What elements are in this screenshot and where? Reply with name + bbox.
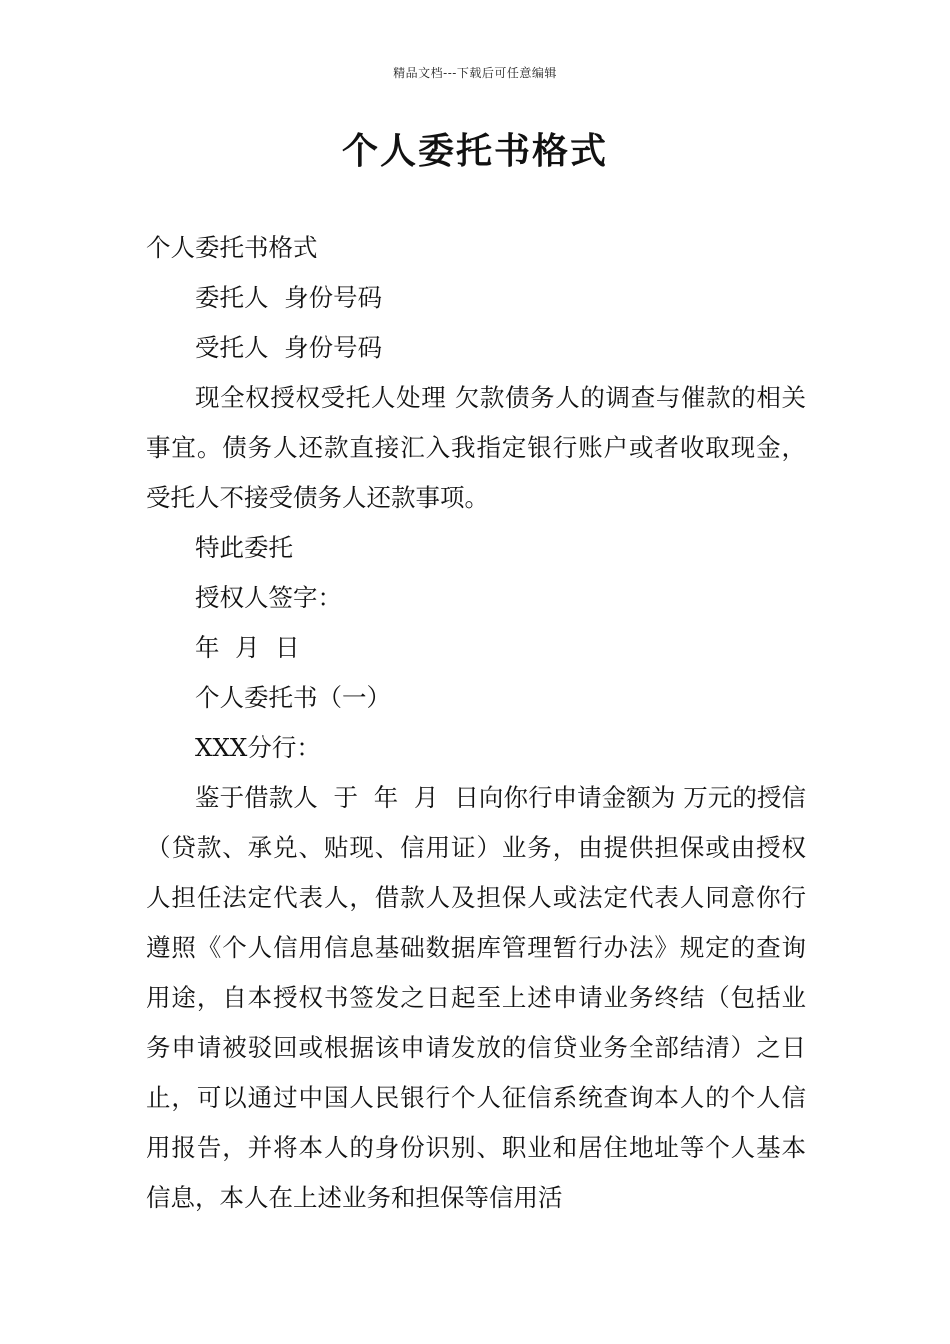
document-body xyxy=(146,223,806,1223)
paragraph: 年 月 日 xyxy=(195,633,300,662)
paragraph: 特此委托 xyxy=(195,533,293,562)
paragraph: 委托人 身份号码 xyxy=(195,283,383,312)
paragraph: 现全权授权受托人处理 欠款债务人的调查与催款的相关事宜。债务人还款直接汇入我指定银行账户或者收取现金，受托人不接受债务人还款事项。 xyxy=(146,383,806,512)
paragraph: 个人委托书（一） xyxy=(195,683,391,712)
paragraph: 个人委托书格式 xyxy=(146,233,318,262)
document-title: 个人委托书格式 xyxy=(341,130,608,172)
page-header-note: 精品文档---下载后可任意编辑 xyxy=(393,66,557,80)
paragraph: XXX分行： xyxy=(195,733,321,762)
paragraph: 受托人 身份号码 xyxy=(195,333,383,362)
paragraph: 授权人签字： xyxy=(195,583,342,612)
paragraph: 鉴于借款人 于 年 月 日向你行申请金额为 万元的授信（贷款、承兑、贴现、信用证）业务，由提供担保或由授权人担任法定代表人，借款人及担保人或法定代表人同意你行遵照《个人信用信息基础数据库管理暂行办法》规定的查询用途，自本授权书签发之日起至上述申请业务终结（包括业务申请被驳回或根据该申请发放的信贷业务全部结清）之日止，可以通过中国人民银行个人征信系统查询本人的个人信用报告，并将本人的身份识别、职业和居住地址等个人基本信息，本人在上述业务和担保等信用活 xyxy=(146,783,806,1212)
